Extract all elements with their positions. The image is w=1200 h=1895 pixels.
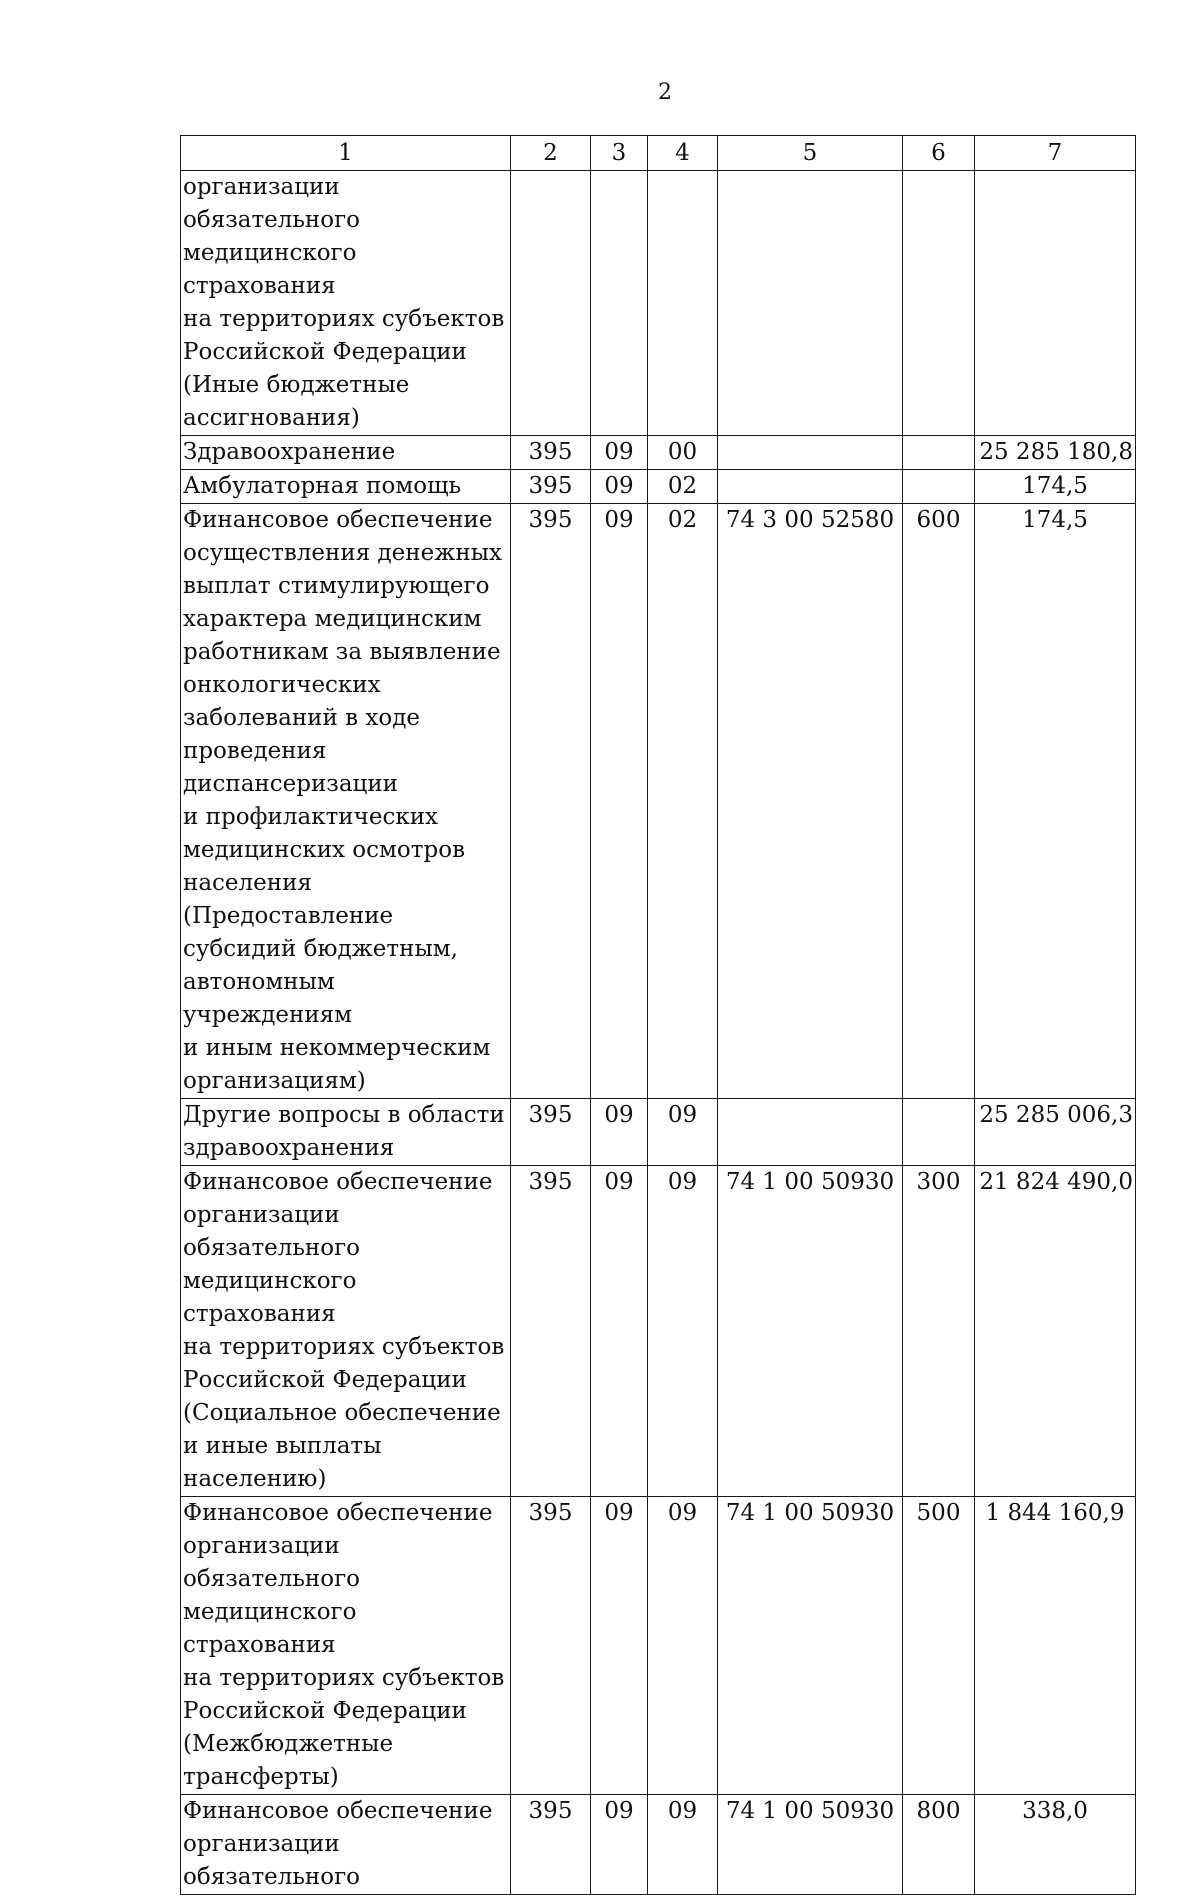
page-number: 2 [658, 80, 672, 105]
row-code-ministry: 395 [511, 1497, 591, 1795]
row-code-section: 09 [591, 470, 648, 504]
table-row [181, 171, 1136, 436]
row-code-section: 09 [591, 1795, 648, 1895]
row-code-subsection: 02 [648, 470, 718, 504]
table-row [181, 470, 1136, 504]
row-code-subsection: 09 [648, 1166, 718, 1497]
row-name: Другие вопросы в области здравоохранения [183, 1102, 505, 1161]
column-header-1: 1 [181, 136, 511, 171]
column-header-7: 7 [975, 136, 1136, 171]
row-name: организации обязательного медицинского страхования на территориях субъектов Российской Федерации (Иные бюджетные ассигнования) [183, 174, 505, 431]
table-row [181, 1099, 1136, 1166]
table-row [181, 1795, 1136, 1895]
table-row [181, 436, 1136, 470]
table-row [181, 1166, 1136, 1497]
row-code-ministry [511, 171, 591, 436]
row-expense-type [903, 436, 975, 470]
row-amount: 1 844 160,9 [975, 1497, 1136, 1795]
row-code-subsection: 02 [648, 504, 718, 1099]
table-header-row [181, 136, 1136, 171]
row-code-ministry: 395 [511, 504, 591, 1099]
row-expense-type: 500 [903, 1497, 975, 1795]
row-code-subsection: 09 [648, 1099, 718, 1166]
row-code-section: 09 [591, 436, 648, 470]
column-header-5: 5 [718, 136, 903, 171]
row-amount: 25 285 006,3 [975, 1099, 1136, 1166]
row-amount: 174,5 [975, 504, 1136, 1099]
table-row [181, 504, 1136, 1099]
row-expense-type: 600 [903, 504, 975, 1099]
table-row [181, 1497, 1136, 1795]
row-code-section: 09 [591, 504, 648, 1099]
budget-table [180, 135, 1136, 1895]
row-name: Финансовое обеспечение осуществления денежных выплат стимулирующего характера медицинским работникам за выявление онкологических заболеваний в ходе проведения диспансеризации и профилактических медицинских осмотров населения (Предоставление субсидий бюджетным, автономным учреждениям и иным некоммерческим организациям) [183, 507, 502, 1094]
row-code-ministry: 395 [511, 1795, 591, 1895]
row-target-article [718, 171, 903, 436]
row-amount: 338,0 [975, 1795, 1136, 1895]
row-amount: 25 285 180,8 [975, 436, 1136, 470]
row-code-ministry: 395 [511, 1166, 591, 1497]
column-header-4: 4 [648, 136, 718, 171]
row-target-article: 74 1 00 50930 [718, 1497, 903, 1795]
row-target-article: 74 3 00 52580 [718, 504, 903, 1099]
row-target-article: 74 1 00 50930 [718, 1795, 903, 1895]
row-code-ministry: 395 [511, 1099, 591, 1166]
row-amount [975, 171, 1136, 436]
row-expense-type [903, 470, 975, 504]
row-name: Финансовое обеспечение организации обязательного медицинского страхования на территориях субъектов Российской Федерации (Социальное обеспечение и иные выплаты населению) [183, 1169, 505, 1492]
row-code-subsection [648, 171, 718, 436]
row-expense-type: 300 [903, 1166, 975, 1497]
row-name: Здравоохранение [183, 439, 396, 465]
row-code-section [591, 171, 648, 436]
column-header-6: 6 [903, 136, 975, 171]
row-code-section: 09 [591, 1166, 648, 1497]
row-target-article [718, 1099, 903, 1166]
row-expense-type [903, 171, 975, 436]
row-target-article [718, 436, 903, 470]
column-header-3: 3 [591, 136, 648, 171]
row-name: Финансовое обеспечение организации обязательного [183, 1798, 493, 1890]
row-code-subsection: 00 [648, 436, 718, 470]
row-code-ministry: 395 [511, 470, 591, 504]
row-code-subsection: 09 [648, 1795, 718, 1895]
row-code-subsection: 09 [648, 1497, 718, 1795]
row-code-section: 09 [591, 1099, 648, 1166]
row-expense-type [903, 1099, 975, 1166]
row-target-article: 74 1 00 50930 [718, 1166, 903, 1497]
row-name: Финансовое обеспечение организации обязательного медицинского страхования на территориях субъектов Российской Федерации (Межбюджетные трансферты) [183, 1500, 505, 1790]
row-code-ministry: 395 [511, 436, 591, 470]
row-expense-type: 800 [903, 1795, 975, 1895]
row-amount: 174,5 [975, 470, 1136, 504]
row-name: Амбулаторная помощь [183, 473, 461, 499]
row-code-section: 09 [591, 1497, 648, 1795]
row-amount: 21 824 490,0 [975, 1166, 1136, 1497]
row-target-article [718, 470, 903, 504]
column-header-2: 2 [511, 136, 591, 171]
